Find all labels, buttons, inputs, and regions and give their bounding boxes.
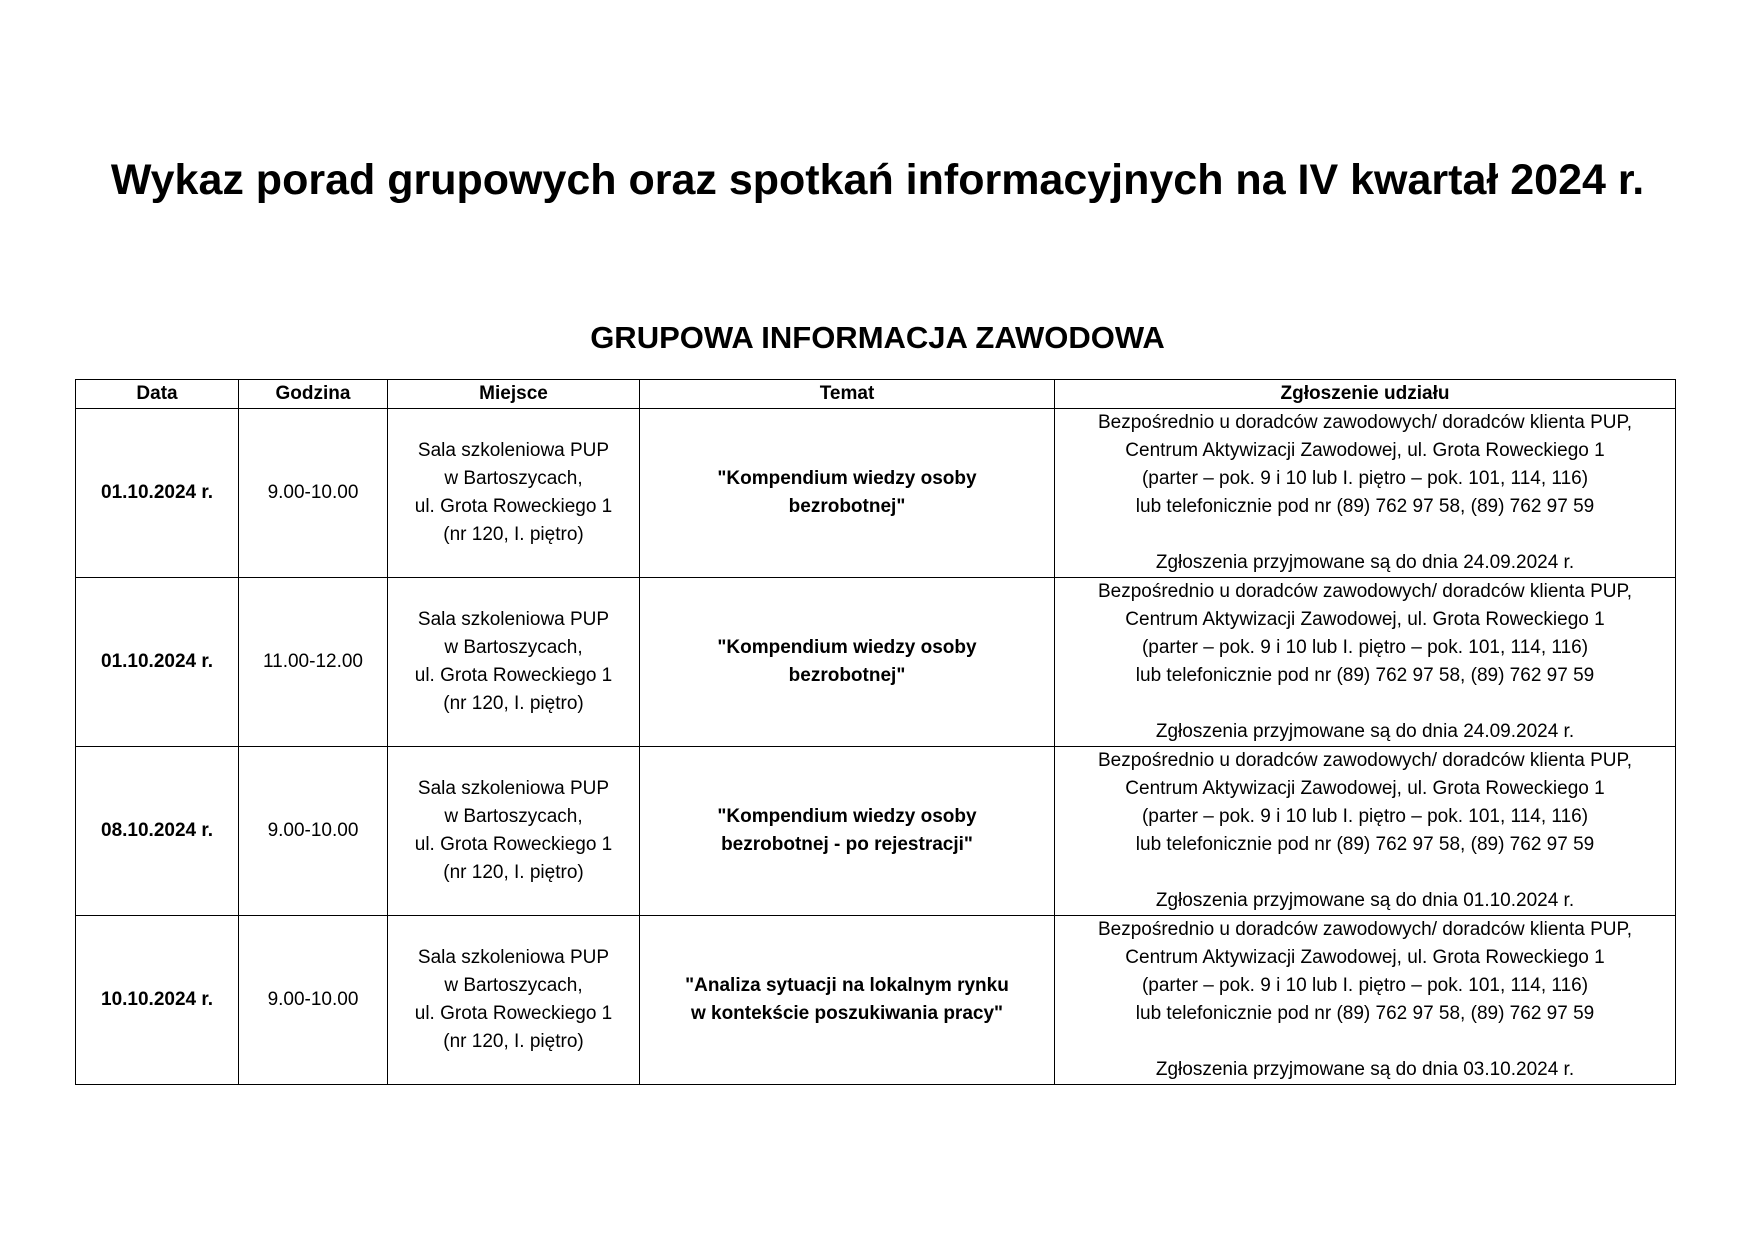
document-title: Wykaz porad grupowych oraz spotkań informacyjnych na IV kwartał 2024 r.: [110, 156, 1645, 204]
place-line: (nr 120, I. piętro): [443, 862, 584, 883]
time-cell: 9.00-10.00: [239, 916, 388, 1085]
topic-cell: [640, 916, 1055, 1085]
topic-cell: [640, 747, 1055, 916]
registration-line: lub telefonicznie pod nr (89) 762 97 58, (89) 762 97 59: [1135, 1003, 1595, 1024]
registration-deadline: Zgłoszenia przyjmowane są do dnia 24.09.2024 r.: [1155, 552, 1575, 573]
column-header-date: Data: [76, 380, 239, 409]
place-line: ul. Grota Roweckiego 1: [414, 1003, 613, 1024]
registration-line: (parter – pok. 9 i 10 lub I. piętro – pok. 101, 114, 116): [1141, 468, 1589, 489]
topic-line: "Analiza sytuacji na lokalnym rynku: [685, 975, 1009, 996]
place-line: ul. Grota Roweckiego 1: [414, 834, 613, 855]
topic-cell: [640, 409, 1055, 578]
registration-line: Bezpośrednio u doradców zawodowych/ doradców klienta PUP,: [1097, 581, 1633, 602]
place-line: (nr 120, I. piętro): [443, 1031, 584, 1052]
place-cell: [388, 916, 640, 1085]
registration-line: lub telefonicznie pod nr (89) 762 97 58, (89) 762 97 59: [1135, 665, 1595, 686]
registration-line: Bezpośrednio u doradców zawodowych/ doradców klienta PUP,: [1097, 750, 1633, 771]
topic-line: "Kompendium wiedzy osoby: [717, 806, 977, 827]
topic-line: bezrobotnej": [788, 496, 906, 517]
registration-line: (parter – pok. 9 i 10 lub I. piętro – pok. 101, 114, 116): [1141, 637, 1589, 658]
place-cell: [388, 747, 640, 916]
registration-deadline: Zgłoszenia przyjmowane są do dnia 03.10.2024 r.: [1155, 1059, 1575, 1080]
registration-cell: [1055, 747, 1676, 916]
blank-line: [1059, 859, 1671, 887]
place-line: Sala szkoleniowa PUP: [417, 609, 610, 630]
place-line: w Bartoszycach,: [444, 468, 583, 489]
registration-line: Bezpośrednio u doradców zawodowych/ doradców klienta PUP,: [1097, 412, 1633, 433]
place-line: Sala szkoleniowa PUP: [417, 947, 610, 968]
column-header-time: Godzina: [239, 380, 388, 409]
place-line: Sala szkoleniowa PUP: [417, 440, 610, 461]
section-title: GRUPOWA INFORMACJA ZAWODOWA: [590, 320, 1165, 355]
table-header-row: [76, 380, 1676, 409]
registration-line: Bezpośrednio u doradców zawodowych/ doradców klienta PUP,: [1097, 919, 1633, 940]
blank-line: [1059, 690, 1671, 718]
topic-cell: [640, 578, 1055, 747]
topic-line: bezrobotnej - po rejestracji": [721, 834, 973, 855]
blank-line: [1059, 1028, 1671, 1056]
registration-line: lub telefonicznie pod nr (89) 762 97 58, (89) 762 97 59: [1135, 834, 1595, 855]
registration-deadline: Zgłoszenia przyjmowane są do dnia 01.10.2024 r.: [1155, 890, 1575, 911]
place-line: ul. Grota Roweckiego 1: [414, 496, 613, 517]
topic-line: bezrobotnej": [788, 665, 906, 686]
topic-line: "Kompendium wiedzy osoby: [717, 637, 977, 658]
place-line: (nr 120, I. piętro): [443, 693, 584, 714]
registration-deadline: Zgłoszenia przyjmowane są do dnia 24.09.2024 r.: [1155, 721, 1575, 742]
date-cell: 08.10.2024 r.: [76, 747, 239, 916]
place-line: ul. Grota Roweckiego 1: [414, 665, 613, 686]
table-row: [76, 578, 1676, 747]
table-row: [76, 747, 1676, 916]
place-line: (nr 120, I. piętro): [443, 524, 584, 545]
registration-cell: [1055, 916, 1676, 1085]
topic-line: w kontekście poszukiwania pracy": [690, 1003, 1004, 1024]
registration-line: lub telefonicznie pod nr (89) 762 97 58, (89) 762 97 59: [1135, 496, 1595, 517]
registration-cell: [1055, 578, 1676, 747]
date-cell: 10.10.2024 r.: [76, 916, 239, 1085]
place-cell: [388, 409, 640, 578]
column-header-place: Miejsce: [388, 380, 640, 409]
registration-cell: [1055, 409, 1676, 578]
place-cell: [388, 578, 640, 747]
place-line: w Bartoszycach,: [444, 975, 583, 996]
registration-line: (parter – pok. 9 i 10 lub I. piętro – pok. 101, 114, 116): [1141, 975, 1589, 996]
registration-line: Centrum Aktywizacji Zawodowej, ul. Grota Roweckiego 1: [1125, 947, 1605, 968]
blank-line: [1059, 521, 1671, 549]
registration-line: (parter – pok. 9 i 10 lub I. piętro – pok. 101, 114, 116): [1141, 806, 1589, 827]
registration-line: Centrum Aktywizacji Zawodowej, ul. Grota Roweckiego 1: [1125, 778, 1605, 799]
column-header-topic: Temat: [640, 380, 1055, 409]
registration-line: Centrum Aktywizacji Zawodowej, ul. Grota Roweckiego 1: [1125, 440, 1605, 461]
table-row: [76, 916, 1676, 1085]
registration-line: Centrum Aktywizacji Zawodowej, ul. Grota Roweckiego 1: [1125, 609, 1605, 630]
topic-line: "Kompendium wiedzy osoby: [717, 468, 977, 489]
date-cell: 01.10.2024 r.: [76, 578, 239, 747]
place-line: w Bartoszycach,: [444, 806, 583, 827]
time-cell: 11.00-12.00: [239, 578, 388, 747]
schedule-table: [75, 379, 1676, 1085]
column-header-registration: Zgłoszenie udziału: [1055, 380, 1676, 409]
time-cell: 9.00-10.00: [239, 409, 388, 578]
table-row: [76, 409, 1676, 578]
date-cell: 01.10.2024 r.: [76, 409, 239, 578]
place-line: Sala szkoleniowa PUP: [417, 778, 610, 799]
time-cell: 9.00-10.00: [239, 747, 388, 916]
place-line: w Bartoszycach,: [444, 637, 583, 658]
